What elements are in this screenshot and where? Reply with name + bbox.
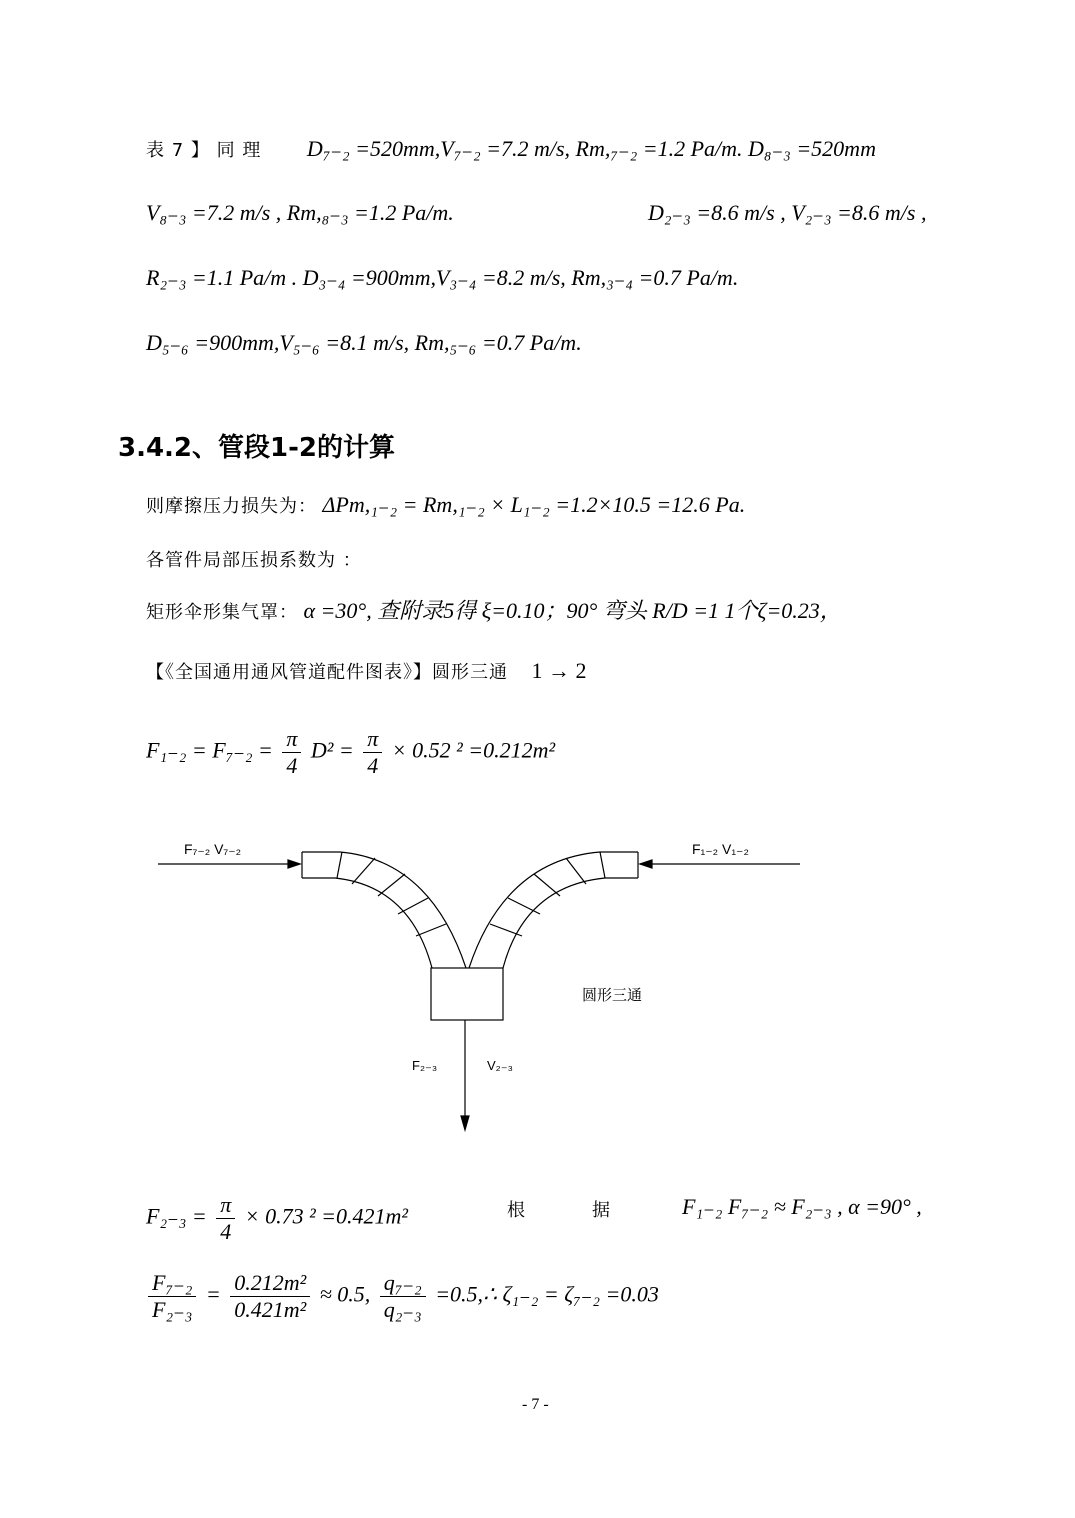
friction-label: 则摩擦压力损失为：	[146, 496, 317, 517]
area23-pi: π	[216, 1192, 235, 1219]
page-number: - 7 -	[522, 1396, 549, 1413]
tee-math: 1 → 2	[531, 658, 587, 683]
left-inlet-arrow	[288, 860, 300, 868]
area-eq-mid: D² =	[310, 737, 354, 763]
area-eq-rhs: × 0.52 ² =0.212m²	[391, 737, 556, 763]
area-eq-frac-1	[282, 726, 301, 779]
label-f23: F₂₋₃	[412, 1058, 438, 1073]
basis-math: F₁₋₂ F₇₋₂ ≈ F₂₋₃ , α =90° ,	[682, 1194, 922, 1219]
para-line-2b: D₂₋₃ =8.6 m/s , V₂₋₃ =8.6 m/s ,	[648, 200, 927, 225]
ratio-q-frac	[380, 1270, 426, 1323]
ratio-q-den: q₂₋₃	[383, 1297, 422, 1322]
right-bend-outer	[469, 852, 638, 968]
label-left: F₇₋₂ V₇₋₂	[184, 841, 242, 857]
hood-math: α =30°, 查附录5得 ξ=0.10；90° 弯头 R/D =1 1个ζ=0.23，	[303, 598, 842, 623]
ratio-eq1: =	[205, 1281, 221, 1307]
local-loss-label: 各管件局部压损系数为 ：	[146, 550, 362, 571]
tee-line	[146, 658, 587, 684]
ratio-v-num: 0.212m²	[230, 1270, 310, 1297]
para-line-4: D₅₋₆ =900mm,V₅₋₆ =8.1 m/s, Rm,₅₋₆ =0.7 Pa/m.	[146, 330, 582, 355]
section-heading: 3.4.2、管段1-2的计算	[118, 433, 395, 463]
para-line-3: R₂₋₃ =1.1 Pa/m . D₃₋₄ =900mm,V₃₋₄ =8.2 m/s, Rm,₃₋₄ =0.7 Pa/m.	[146, 265, 739, 290]
right-bend-inner	[503, 878, 638, 968]
ratio-rhs: =0.5,∴ ζ₁₋₂ = ζ₇₋₂ =0.03	[435, 1281, 659, 1307]
friction-line	[146, 492, 745, 518]
area23-equation	[146, 1192, 408, 1245]
para-line-1-math: D₇₋₂ =520mm,V₇₋₂ =7.2 m/s, Rm,₇₋₂ =1.2 Pa/m. D₈₋₃ =520mm	[306, 136, 876, 161]
right-inlet-arrow	[640, 860, 652, 868]
para-line-1	[146, 136, 876, 162]
ratio-v-frac	[230, 1270, 310, 1323]
basis-word-1: 根	[507, 1200, 526, 1221]
friction-math: ΔPm,₁₋₂ = Rm,₁₋₂ × L₁₋₂ =1.2×10.5 =12.6 Pa.	[322, 492, 746, 517]
hood-label: 矩形伞形集气罩：	[146, 602, 298, 623]
area-eq-den-1: 4	[286, 753, 298, 778]
area-eq-den-2: 4	[367, 753, 379, 778]
ratio-mid: ≈ 0.5,	[319, 1281, 371, 1307]
label-tee: 圆形三通	[582, 987, 643, 1004]
ratio-f-frac	[148, 1270, 196, 1323]
area23-den: 4	[220, 1219, 232, 1244]
area-eq-frac-2	[363, 726, 382, 779]
ratio-v-den: 0.421m²	[234, 1297, 307, 1322]
area-equation	[146, 726, 555, 779]
para-line-1-label: 表 7 】 同 理	[146, 140, 262, 161]
tee-label: 【《全国通用通风管道配件图表》】圆形三通	[146, 662, 508, 683]
label-right: F₁₋₂ V₁₋₂	[692, 841, 749, 857]
tee-body	[431, 968, 503, 1020]
ratio-f-num: F₇₋₂	[148, 1270, 196, 1297]
area-eq-pi-2: π	[363, 726, 382, 753]
area-eq-pi-1: π	[282, 726, 301, 753]
area23-rhs: × 0.73 ² =0.421m²	[244, 1203, 409, 1229]
tee-diagram	[0, 820, 1075, 1140]
basis-word-2: 据	[592, 1200, 611, 1221]
hood-line	[146, 594, 842, 625]
label-v23: V₂₋₃	[487, 1058, 513, 1073]
outlet-arrow	[461, 1116, 469, 1130]
para-line-2a: V₈₋₃ =7.2 m/s , Rm,₈₋₃ =1.2 Pa/m.	[146, 200, 454, 225]
ratio-equation	[144, 1270, 659, 1323]
area23-frac	[216, 1192, 235, 1245]
left-bend-outer	[302, 852, 466, 968]
area-eq-lhs: F₁₋₂ = F₇₋₂ =	[146, 737, 273, 763]
area23-lhs: F₂₋₃ =	[146, 1203, 207, 1229]
ratio-f-den: F₂₋₃	[152, 1297, 193, 1322]
left-bend-inner	[302, 878, 432, 968]
ratio-q-num: q₇₋₂	[380, 1270, 426, 1297]
